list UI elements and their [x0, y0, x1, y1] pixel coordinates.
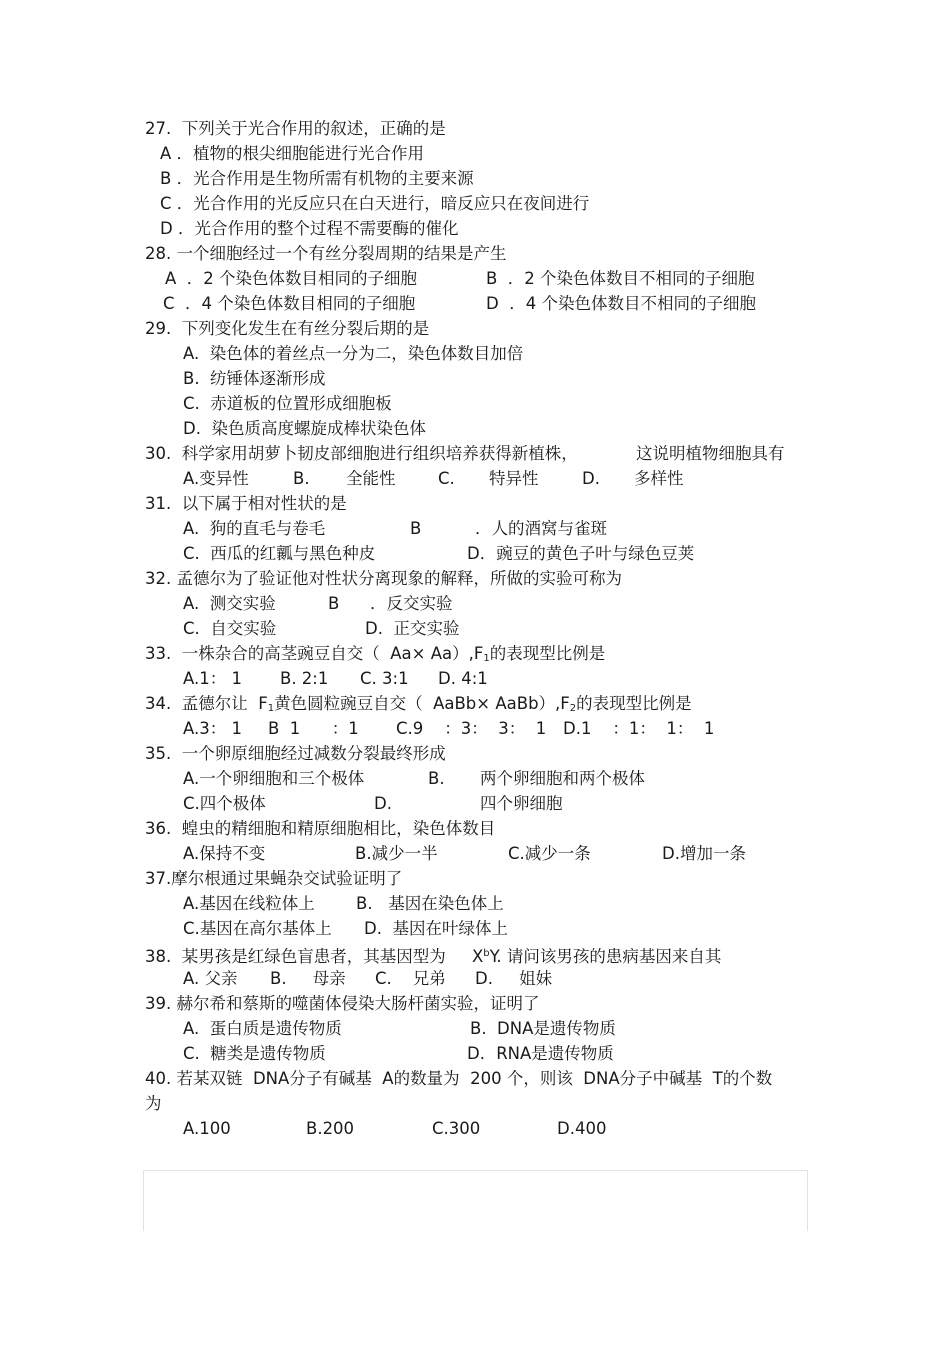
- q31-option-a: A. 狗的直毛与卷毛: [183, 519, 326, 538]
- q29-option-c: C. 赤道板的位置形成细胞板: [183, 394, 392, 413]
- q36-option-b: B.减少一半: [355, 844, 438, 863]
- q34-stem-subscript-2: 2: [569, 703, 577, 714]
- q31-option-d: D．豌豆的黄色子叶与绿色豆荚: [467, 544, 695, 563]
- q38-option-c: C. 兄弟: [375, 969, 446, 988]
- q35-option-b-text: 两个卵细胞和两个极体: [480, 769, 645, 788]
- q33-option-d: D. 4:1: [438, 669, 488, 688]
- q30-option-d-letter: D.: [582, 469, 600, 488]
- q39-stem: 39. 赫尔希和蔡斯的噬菌体侵染大肠杆菌实验，证明了: [145, 994, 540, 1013]
- q39-option-c: C. 糖类是遗传物质: [183, 1044, 326, 1063]
- q39-option-b: B. DNA是遗传物质: [470, 1019, 616, 1038]
- q32-option-d: D. 正交实验: [365, 619, 460, 638]
- q33-option-b: B. 2:1: [280, 669, 329, 688]
- q31-option-c: C. 西瓜的红瓤与黑色种皮: [183, 544, 376, 563]
- q40-option-b: B.200: [306, 1119, 355, 1138]
- q27-option-d: D ．光合作用的整个过程不需要酶的催化: [160, 219, 459, 238]
- q28-option-d: D ．4 个染色体数目不相同的子细胞: [486, 294, 756, 313]
- q37-option-d: D. 基因在叶绿体上: [364, 919, 508, 938]
- q28-option-a: A ．2 个染色体数目相同的子细胞: [165, 269, 418, 288]
- q38-option-d: D. 姐妹: [475, 969, 553, 988]
- q35-option-d-letter: D.: [374, 794, 392, 813]
- q34-stem: [145, 693, 692, 720]
- q31-option-b-text: ．人的酒窝与雀斑: [475, 519, 607, 538]
- q30-option-b-text: 全能性: [346, 469, 396, 488]
- q38-option-a: A. 父亲: [183, 969, 238, 988]
- q28-option-b: B ．2 个染色体数目不相同的子细胞: [486, 269, 755, 288]
- q33-option-c: C. 3:1: [360, 669, 409, 688]
- q34-option-b: B 1 ：1: [268, 719, 359, 738]
- q28-option-c: C ．4 个染色体数目相同的子细胞: [163, 294, 416, 313]
- q29-option-d: D. 染色质高度螺旋成棒状染色体: [183, 419, 426, 438]
- q34-stem-end: 的表现型比例是: [576, 694, 692, 713]
- q35-stem: 35. 一个卵原细胞经过减数分裂最终形成: [145, 744, 446, 763]
- q32-option-a: A. 测交实验: [183, 594, 276, 613]
- q37-stem: 37.摩尔根通过果蝇杂交试验证明了: [145, 869, 403, 888]
- q27-stem: 27. 下列关于光合作用的叙述，正确的是: [145, 119, 446, 138]
- q36-option-c: C.减少一条: [508, 844, 591, 863]
- q27-option-b: B ．光合作用是生物所需有机物的主要来源: [160, 169, 474, 188]
- q30-option-c-letter: C.: [438, 469, 455, 488]
- q30-option-c-text: 特异性: [489, 469, 539, 488]
- q30-stem-continued: 这说明植物细胞具有: [636, 444, 785, 463]
- q29-option-a: A. 染色体的着丝点一分为二，染色体数目加倍: [183, 344, 524, 363]
- q37-option-c: C.基因在高尔基体上: [183, 919, 332, 938]
- q30-stem: 30. 科学家用胡萝卜韧皮部细胞进行组织培养获得新植株，: [145, 444, 578, 463]
- empty-box: [143, 1170, 808, 1231]
- q36-option-d: D.增加一条: [662, 844, 746, 863]
- q34-stem-text: 34. 孟德尔让 F: [145, 694, 268, 713]
- q35-option-b-letter: B.: [428, 769, 445, 788]
- q34-option-c: C.9 ：3： 3： 1: [396, 719, 547, 738]
- q27-option-c: C ．光合作用的光反应只在白天进行，暗反应只在夜间进行: [160, 194, 590, 213]
- q27-option-a: A ．植物的根尖细胞能进行光合作用: [160, 144, 425, 163]
- q31-option-b-letter: B: [410, 519, 422, 538]
- q40-option-c: C.300: [432, 1119, 481, 1138]
- q33-stem: [145, 643, 605, 670]
- q36-option-a: A.保持不变: [183, 844, 266, 863]
- q40-option-a: A.100: [183, 1119, 231, 1138]
- q39-option-a: A. 蛋白质是遗传物质: [183, 1019, 342, 1038]
- q40-stem-continued: 为: [145, 1094, 162, 1113]
- q29-option-b: B. 纺锤体逐渐形成: [183, 369, 326, 388]
- q38-stem-superscript: b: [483, 948, 490, 959]
- q35-option-a: A.一个卵细胞和三个极体: [183, 769, 365, 788]
- q37-option-b: B. 基因在染色体上: [356, 894, 504, 913]
- q39-option-d: D．RNA是遗传物质: [467, 1044, 614, 1063]
- q38-stem: [145, 943, 721, 968]
- q34-option-d: D.1 ：1： 1： 1: [563, 719, 715, 738]
- q32-stem: 32. 孟德尔为了验证他对性状分离现象的解释，所做的实验可称为: [145, 569, 622, 588]
- q34-option-a: A.3： 1: [183, 719, 242, 738]
- q34-stem-subscript-1: 1: [267, 703, 275, 714]
- q33-stem-subscript: 1: [483, 653, 490, 664]
- q35-option-c: C.四个极体: [183, 794, 266, 813]
- q32-option-c: C. 自交实验: [183, 619, 277, 638]
- q33-stem-end: 的表现型比例是: [489, 644, 606, 663]
- q40-option-d: D.400: [557, 1119, 607, 1138]
- q30-option-b-letter: B.: [293, 469, 310, 488]
- q31-stem: 31. 以下属于相对性状的是: [145, 494, 347, 513]
- q34-stem-middle: 黄色圆粒豌豆自交（ AaBb× AaBb）,F: [274, 694, 570, 713]
- q35-option-d-text: 四个卵细胞: [480, 794, 563, 813]
- q30-option-a: A.变异性: [183, 469, 249, 488]
- q28-stem: 28. 一个细胞经过一个有丝分裂周期的结果是产生: [145, 244, 507, 263]
- q29-stem: 29. 下列变化发生在有丝分裂后期的是: [145, 319, 430, 338]
- q32-option-b-letter: B: [328, 594, 340, 613]
- q40-stem: 40. 若某双链 DNA分子有碱基 A的数量为 200 个，则该 DNA分子中碱基 T的个数: [145, 1069, 773, 1088]
- q37-option-a: A.基因在线粒体上: [183, 894, 315, 913]
- q38-stem-text: 38. 某男孩是红绿色盲患者，其基因型为 X: [145, 947, 484, 966]
- q30-option-d-text: 多样性: [634, 469, 684, 488]
- q33-option-a: A.1： 1: [183, 669, 242, 688]
- q32-option-b-text: ．反交实验: [370, 594, 453, 613]
- q38-stem-end: Y. 请问该男孩的患病基因来自其: [489, 947, 722, 966]
- q36-stem: 36. 蝗虫的精细胞和精原细胞相比，染色体数目: [145, 819, 496, 838]
- q33-stem-text: 33. 一株杂合的高茎豌豆自交（ Aa× Aa）,F: [145, 644, 484, 663]
- q38-option-b: B. 母亲: [270, 969, 346, 988]
